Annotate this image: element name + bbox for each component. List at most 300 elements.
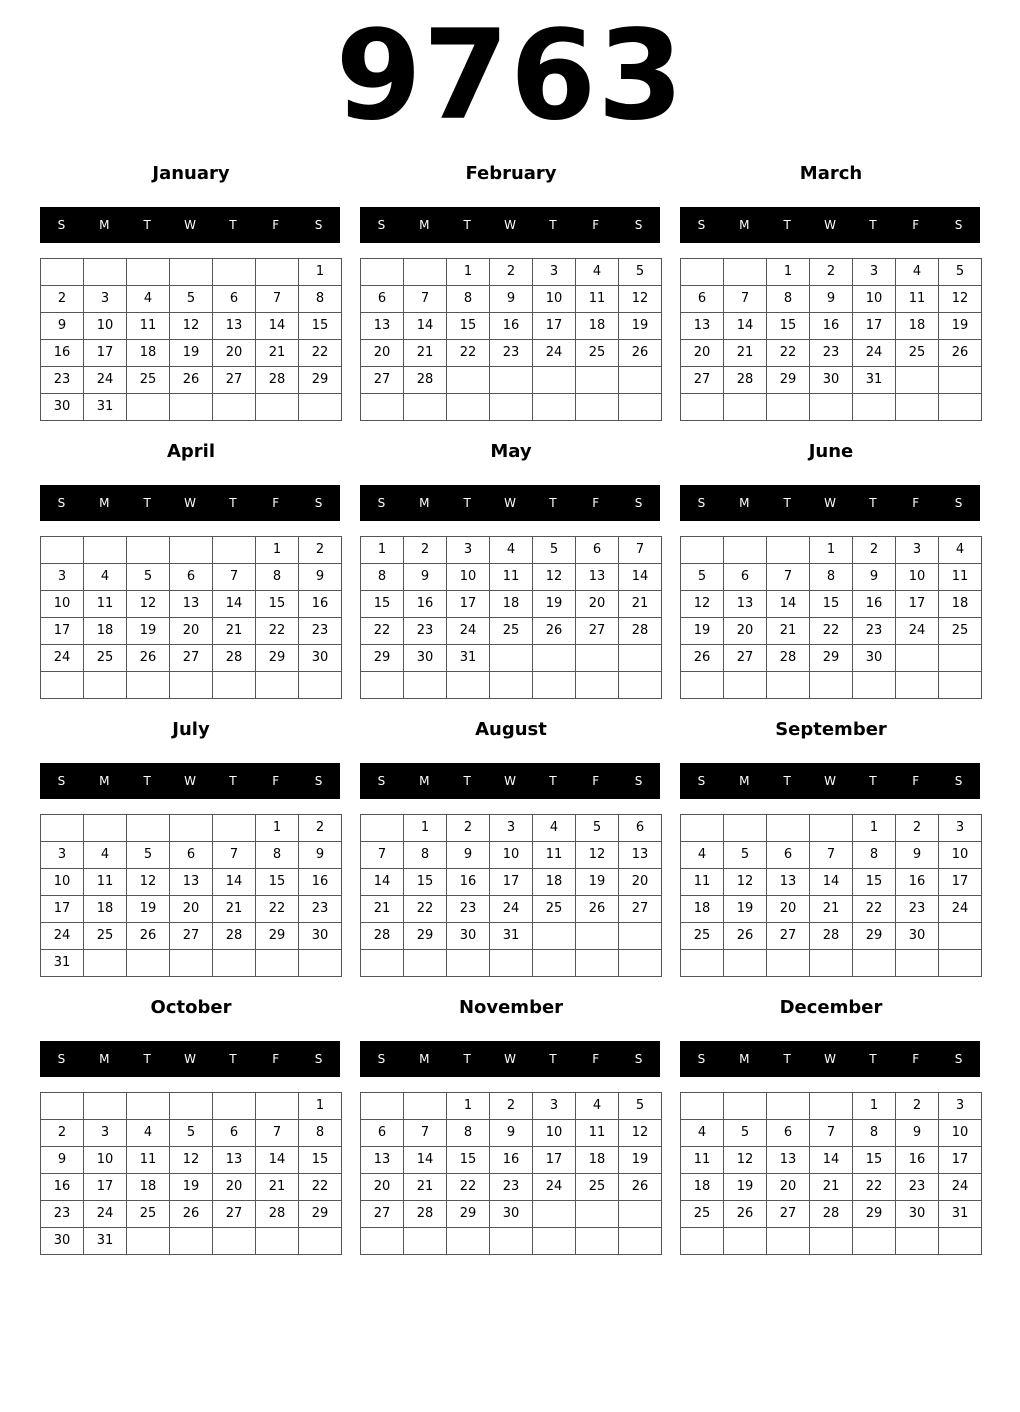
day-cell: 10 xyxy=(939,1120,982,1147)
week-row xyxy=(681,564,982,591)
day-cell: 3 xyxy=(939,815,982,842)
day-cell: 19 xyxy=(724,896,767,923)
weekday-label: T xyxy=(783,1052,791,1066)
weekday-label: S xyxy=(634,774,643,788)
day-cell xyxy=(213,259,256,286)
day-cell: 28 xyxy=(767,645,810,672)
week-row xyxy=(361,564,662,591)
day-cell: 2 xyxy=(490,259,533,286)
day-cell: 8 xyxy=(447,1120,490,1147)
week-row xyxy=(41,869,342,896)
day-cell: 29 xyxy=(767,367,810,394)
day-cell: 27 xyxy=(619,896,662,923)
day-cell: 9 xyxy=(447,842,490,869)
day-cell: 9 xyxy=(299,564,342,591)
day-cell xyxy=(724,394,767,421)
day-cell: 26 xyxy=(724,1201,767,1228)
day-cell: 14 xyxy=(619,564,662,591)
day-cell xyxy=(170,950,213,977)
day-cell xyxy=(256,394,299,421)
day-cell xyxy=(299,394,342,421)
day-cell: 11 xyxy=(533,842,576,869)
day-cell: 1 xyxy=(447,259,490,286)
day-cell: 26 xyxy=(170,367,213,394)
day-cell: 13 xyxy=(576,564,619,591)
day-cell: 8 xyxy=(404,842,447,869)
week-row xyxy=(41,564,342,591)
day-cell: 18 xyxy=(127,1174,170,1201)
weekday-label: W xyxy=(184,774,196,788)
day-cell: 12 xyxy=(533,564,576,591)
day-cell: 19 xyxy=(127,618,170,645)
day-cell xyxy=(896,645,939,672)
day-grid xyxy=(680,1092,982,1255)
weekday-label: W xyxy=(184,496,196,510)
day-cell: 1 xyxy=(853,1093,896,1120)
day-cell: 4 xyxy=(84,564,127,591)
day-cell: 23 xyxy=(810,340,853,367)
day-cell: 16 xyxy=(299,869,342,896)
day-cell xyxy=(84,259,127,286)
week-row xyxy=(41,286,342,313)
weekday-label: M xyxy=(739,218,750,232)
day-cell xyxy=(361,1228,404,1255)
day-cell: 28 xyxy=(213,645,256,672)
day-cell xyxy=(724,537,767,564)
day-cell xyxy=(490,645,533,672)
day-cell: 13 xyxy=(767,869,810,896)
day-cell: 12 xyxy=(127,591,170,618)
weekday-label: T xyxy=(549,496,557,510)
day-cell: 22 xyxy=(853,1174,896,1201)
weekday-label: S xyxy=(377,774,386,788)
day-cell: 11 xyxy=(896,286,939,313)
day-cell xyxy=(724,1093,767,1120)
day-grid xyxy=(360,536,662,699)
weekday-label: S xyxy=(954,1052,963,1066)
weekday-header xyxy=(680,1041,980,1077)
week-row xyxy=(361,286,662,313)
week-row xyxy=(681,842,982,869)
day-cell xyxy=(361,672,404,699)
day-cell xyxy=(939,645,982,672)
day-cell: 21 xyxy=(256,1174,299,1201)
day-cell: 31 xyxy=(41,950,84,977)
day-cell: 6 xyxy=(361,1120,404,1147)
day-cell: 2 xyxy=(853,537,896,564)
day-cell xyxy=(576,394,619,421)
day-cell: 6 xyxy=(170,564,213,591)
day-cell: 15 xyxy=(447,1147,490,1174)
day-cell: 27 xyxy=(213,1201,256,1228)
day-cell xyxy=(896,672,939,699)
day-cell: 20 xyxy=(767,896,810,923)
weekday-label: W xyxy=(504,496,516,510)
weekday-label: S xyxy=(634,218,643,232)
day-cell xyxy=(41,537,84,564)
day-cell: 24 xyxy=(84,1201,127,1228)
day-cell: 31 xyxy=(84,1228,127,1255)
weekday-label: W xyxy=(824,774,836,788)
weekday-label: M xyxy=(99,496,110,510)
day-cell xyxy=(84,815,127,842)
day-cell xyxy=(724,950,767,977)
day-cell xyxy=(619,367,662,394)
day-cell xyxy=(299,672,342,699)
weekday-label: M xyxy=(419,774,430,788)
day-cell: 14 xyxy=(404,313,447,340)
day-cell: 11 xyxy=(576,286,619,313)
weekday-label: F xyxy=(592,218,600,232)
week-row xyxy=(41,591,342,618)
day-cell: 25 xyxy=(681,1201,724,1228)
day-cell: 21 xyxy=(810,1174,853,1201)
day-cell: 18 xyxy=(490,591,533,618)
day-cell: 9 xyxy=(810,286,853,313)
weekday-label: F xyxy=(272,218,280,232)
day-cell: 10 xyxy=(490,842,533,869)
day-cell: 6 xyxy=(576,537,619,564)
day-cell xyxy=(170,537,213,564)
weekday-label: F xyxy=(912,218,920,232)
day-cell: 18 xyxy=(681,896,724,923)
weekday-header xyxy=(40,485,340,521)
day-cell xyxy=(767,1228,810,1255)
day-cell: 3 xyxy=(84,286,127,313)
day-cell: 23 xyxy=(41,367,84,394)
day-cell: 2 xyxy=(299,537,342,564)
day-cell: 30 xyxy=(41,394,84,421)
weekday-label: T xyxy=(549,218,557,232)
day-cell: 4 xyxy=(127,286,170,313)
day-cell: 29 xyxy=(299,367,342,394)
day-cell xyxy=(576,645,619,672)
week-row xyxy=(41,537,342,564)
day-cell xyxy=(681,259,724,286)
day-cell: 15 xyxy=(447,313,490,340)
day-cell: 31 xyxy=(853,367,896,394)
day-cell: 20 xyxy=(213,340,256,367)
week-row xyxy=(361,1147,662,1174)
day-cell: 9 xyxy=(490,1120,533,1147)
day-cell xyxy=(361,259,404,286)
day-cell xyxy=(767,950,810,977)
day-cell: 26 xyxy=(681,645,724,672)
day-cell: 27 xyxy=(767,923,810,950)
weekday-label: S xyxy=(57,774,66,788)
week-row xyxy=(41,1228,342,1255)
day-cell: 22 xyxy=(361,618,404,645)
day-cell: 12 xyxy=(724,1147,767,1174)
day-cell: 8 xyxy=(299,286,342,313)
day-cell: 4 xyxy=(681,1120,724,1147)
day-grid xyxy=(680,258,982,421)
day-cell xyxy=(810,672,853,699)
day-cell: 8 xyxy=(299,1120,342,1147)
day-cell: 26 xyxy=(170,1201,213,1228)
day-cell: 16 xyxy=(41,340,84,367)
day-cell: 7 xyxy=(404,1120,447,1147)
weekday-header xyxy=(40,1041,340,1077)
day-cell: 17 xyxy=(896,591,939,618)
day-cell: 23 xyxy=(896,1174,939,1201)
day-cell: 13 xyxy=(213,313,256,340)
day-cell: 28 xyxy=(361,923,404,950)
day-cell xyxy=(533,367,576,394)
weekday-label: M xyxy=(99,1052,110,1066)
day-cell xyxy=(681,394,724,421)
day-cell xyxy=(490,672,533,699)
day-cell: 18 xyxy=(533,869,576,896)
day-cell: 3 xyxy=(533,1093,576,1120)
day-cell xyxy=(939,923,982,950)
day-cell xyxy=(533,923,576,950)
weekday-header xyxy=(360,485,660,521)
week-row xyxy=(41,672,342,699)
day-cell: 14 xyxy=(810,869,853,896)
day-cell: 14 xyxy=(213,591,256,618)
day-cell: 3 xyxy=(41,564,84,591)
weekday-label: W xyxy=(184,218,196,232)
week-row xyxy=(681,313,982,340)
day-cell: 31 xyxy=(939,1201,982,1228)
day-cell xyxy=(767,1093,810,1120)
day-cell: 18 xyxy=(896,313,939,340)
day-cell: 18 xyxy=(576,313,619,340)
day-cell: 1 xyxy=(810,537,853,564)
day-cell: 15 xyxy=(767,313,810,340)
day-cell: 4 xyxy=(939,537,982,564)
day-cell xyxy=(447,950,490,977)
week-row xyxy=(681,394,982,421)
day-cell xyxy=(810,1093,853,1120)
day-cell xyxy=(127,950,170,977)
day-cell: 2 xyxy=(810,259,853,286)
day-cell: 16 xyxy=(41,1174,84,1201)
day-cell: 27 xyxy=(170,645,213,672)
day-cell: 6 xyxy=(681,286,724,313)
day-cell xyxy=(724,672,767,699)
day-grid xyxy=(40,258,342,421)
day-cell: 4 xyxy=(576,1093,619,1120)
day-cell: 28 xyxy=(810,923,853,950)
day-cell: 27 xyxy=(724,645,767,672)
weekday-label: S xyxy=(697,1052,706,1066)
day-cell: 1 xyxy=(256,537,299,564)
day-cell: 16 xyxy=(490,313,533,340)
day-cell xyxy=(447,394,490,421)
day-cell: 17 xyxy=(939,1147,982,1174)
day-cell: 19 xyxy=(127,896,170,923)
day-cell: 27 xyxy=(576,618,619,645)
weekday-label: W xyxy=(824,218,836,232)
day-cell: 18 xyxy=(939,591,982,618)
day-cell: 9 xyxy=(299,842,342,869)
day-cell xyxy=(896,1228,939,1255)
day-cell: 18 xyxy=(84,896,127,923)
day-cell xyxy=(490,367,533,394)
day-cell xyxy=(256,672,299,699)
day-cell: 6 xyxy=(213,286,256,313)
day-cell: 30 xyxy=(447,923,490,950)
day-cell: 17 xyxy=(490,869,533,896)
weekday-label: T xyxy=(463,218,471,232)
day-cell: 18 xyxy=(127,340,170,367)
day-cell: 5 xyxy=(533,537,576,564)
week-row xyxy=(681,286,982,313)
weekday-header xyxy=(360,763,660,799)
weekday-label: M xyxy=(739,774,750,788)
week-row xyxy=(41,618,342,645)
day-cell: 29 xyxy=(256,645,299,672)
day-cell: 29 xyxy=(853,1201,896,1228)
day-cell: 6 xyxy=(767,1120,810,1147)
week-row xyxy=(361,1228,662,1255)
day-cell xyxy=(724,815,767,842)
weekday-label: F xyxy=(272,496,280,510)
day-cell: 20 xyxy=(170,618,213,645)
day-cell: 25 xyxy=(84,645,127,672)
weekday-label: T xyxy=(143,774,151,788)
day-cell xyxy=(810,950,853,977)
day-cell: 18 xyxy=(681,1174,724,1201)
day-cell xyxy=(576,923,619,950)
day-cell: 12 xyxy=(939,286,982,313)
day-cell: 19 xyxy=(619,313,662,340)
day-cell: 1 xyxy=(299,259,342,286)
day-cell: 17 xyxy=(853,313,896,340)
day-cell: 29 xyxy=(299,1201,342,1228)
day-cell: 26 xyxy=(939,340,982,367)
week-row xyxy=(681,950,982,977)
week-row xyxy=(361,340,662,367)
day-cell: 4 xyxy=(576,259,619,286)
weekday-header xyxy=(40,207,340,243)
day-cell: 18 xyxy=(576,1147,619,1174)
day-cell: 8 xyxy=(361,564,404,591)
day-cell: 17 xyxy=(41,896,84,923)
day-cell: 21 xyxy=(256,340,299,367)
weekday-label: M xyxy=(419,1052,430,1066)
day-cell: 1 xyxy=(299,1093,342,1120)
week-row xyxy=(681,815,982,842)
weekday-label: T xyxy=(143,496,151,510)
day-cell: 14 xyxy=(256,1147,299,1174)
day-cell xyxy=(256,1093,299,1120)
weekday-label: S xyxy=(954,774,963,788)
day-cell: 30 xyxy=(404,645,447,672)
day-cell: 12 xyxy=(724,869,767,896)
day-cell: 5 xyxy=(170,286,213,313)
day-cell: 25 xyxy=(681,923,724,950)
week-row xyxy=(681,1201,982,1228)
day-cell: 25 xyxy=(533,896,576,923)
day-cell xyxy=(213,394,256,421)
day-cell: 9 xyxy=(41,1147,84,1174)
day-cell: 15 xyxy=(810,591,853,618)
day-cell xyxy=(170,1228,213,1255)
month-name: February xyxy=(465,163,557,184)
day-cell: 22 xyxy=(404,896,447,923)
weekday-label: S xyxy=(314,1052,323,1066)
day-cell xyxy=(213,1228,256,1255)
weekday-label: S xyxy=(954,218,963,232)
day-cell: 22 xyxy=(447,1174,490,1201)
day-cell: 28 xyxy=(404,367,447,394)
day-cell: 3 xyxy=(447,537,490,564)
week-row xyxy=(681,1120,982,1147)
day-cell xyxy=(170,259,213,286)
day-cell: 19 xyxy=(576,869,619,896)
day-cell: 5 xyxy=(724,1120,767,1147)
day-cell: 8 xyxy=(853,1120,896,1147)
day-cell: 5 xyxy=(127,842,170,869)
week-row xyxy=(41,1174,342,1201)
day-cell: 25 xyxy=(127,367,170,394)
day-cell: 6 xyxy=(361,286,404,313)
weekday-label: M xyxy=(739,496,750,510)
day-cell: 29 xyxy=(404,923,447,950)
day-cell xyxy=(170,394,213,421)
day-cell xyxy=(404,1228,447,1255)
day-cell: 26 xyxy=(127,645,170,672)
day-cell: 17 xyxy=(533,1147,576,1174)
week-row xyxy=(681,869,982,896)
day-cell: 19 xyxy=(619,1147,662,1174)
day-grid xyxy=(360,1092,662,1255)
week-row xyxy=(361,896,662,923)
day-cell xyxy=(447,1228,490,1255)
day-cell: 19 xyxy=(170,1174,213,1201)
week-row xyxy=(361,367,662,394)
day-cell xyxy=(724,259,767,286)
day-cell: 22 xyxy=(810,618,853,645)
day-cell: 15 xyxy=(404,869,447,896)
week-row xyxy=(41,259,342,286)
week-row xyxy=(41,1093,342,1120)
weekday-label: T xyxy=(549,1052,557,1066)
day-cell: 6 xyxy=(724,564,767,591)
day-cell: 5 xyxy=(619,259,662,286)
day-cell: 25 xyxy=(939,618,982,645)
weekday-label: T xyxy=(229,218,237,232)
day-cell: 14 xyxy=(767,591,810,618)
weekday-label: W xyxy=(184,1052,196,1066)
day-cell: 9 xyxy=(896,842,939,869)
day-cell: 23 xyxy=(896,896,939,923)
weekday-label: T xyxy=(463,774,471,788)
day-cell: 4 xyxy=(127,1120,170,1147)
month-name: April xyxy=(166,441,216,462)
week-row xyxy=(41,950,342,977)
day-cell: 5 xyxy=(724,842,767,869)
day-cell: 16 xyxy=(896,869,939,896)
day-cell: 2 xyxy=(447,815,490,842)
day-cell: 19 xyxy=(681,618,724,645)
week-row xyxy=(361,618,662,645)
day-cell: 10 xyxy=(939,842,982,869)
weekday-label: S xyxy=(634,496,643,510)
weekday-label: M xyxy=(739,1052,750,1066)
day-cell: 21 xyxy=(361,896,404,923)
month-name: March xyxy=(799,163,863,184)
week-row xyxy=(681,367,982,394)
day-cell xyxy=(299,950,342,977)
day-cell: 21 xyxy=(724,340,767,367)
day-cell xyxy=(681,537,724,564)
day-cell: 20 xyxy=(767,1174,810,1201)
day-cell: 10 xyxy=(41,869,84,896)
